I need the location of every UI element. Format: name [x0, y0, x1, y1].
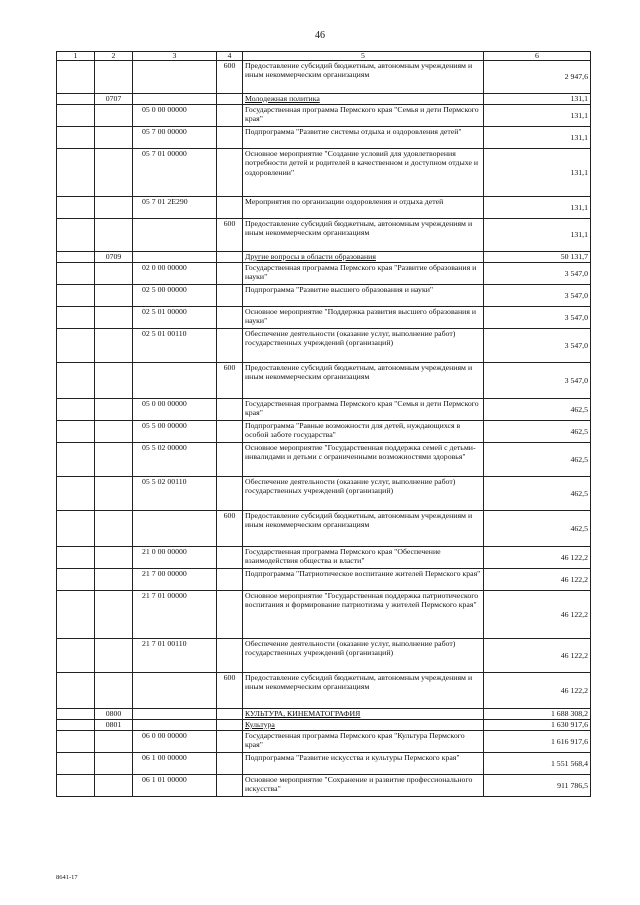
table-row — [57, 547, 591, 569]
amount-cell: 46 122,2 — [484, 639, 591, 673]
target-article-cell: 06 1 00 00000 — [133, 753, 217, 775]
section-cell — [57, 263, 95, 285]
amount-cell: 131,1 — [484, 105, 591, 127]
table-row — [57, 753, 591, 775]
section-cell — [57, 363, 95, 399]
subsection-code-cell — [95, 399, 133, 421]
amount-cell: 911 786,5 — [484, 775, 591, 797]
subsection-code-cell — [95, 547, 133, 569]
section-cell — [57, 94, 95, 105]
section-cell — [57, 477, 95, 511]
amount-cell: 131,1 — [484, 197, 591, 219]
target-article-cell — [133, 673, 217, 709]
amount-cell: 46 122,2 — [484, 547, 591, 569]
section-cell — [57, 731, 95, 753]
amount-cell: 2 947,6 — [484, 61, 591, 94]
expense-type-cell — [217, 149, 243, 197]
description-cell: Основное мероприятие "Государственная поддержка патриотического воспитания и формирование патриотизма у жителей Пермского края" — [243, 591, 484, 639]
amount-cell: 131,1 — [484, 94, 591, 105]
expense-type-cell — [217, 94, 243, 105]
table-row — [57, 399, 591, 421]
section-cell — [57, 443, 95, 477]
expense-type-cell — [217, 263, 243, 285]
header-cell: 1 — [57, 52, 95, 61]
description-cell: Культура — [243, 720, 484, 731]
header-cell: 5 — [243, 52, 484, 61]
budget-table — [56, 51, 591, 797]
description-cell: Подпрограмма "Развитие искусства и культуры Пермского края" — [243, 753, 484, 775]
subsection-code-cell — [95, 197, 133, 219]
subsection-code-cell — [95, 673, 133, 709]
description-cell: Предоставление субсидий бюджетным, автономным учреждениям и иным некоммерческим организациям — [243, 511, 484, 547]
subsection-code-cell — [95, 443, 133, 477]
description-cell: Государственная программа Пермского края "Обеспечение взаимодействия общества и власти" — [243, 547, 484, 569]
subsection-code-cell — [95, 569, 133, 591]
expense-type-cell — [217, 105, 243, 127]
section-cell — [57, 61, 95, 94]
expense-type-cell — [217, 329, 243, 363]
subsection-code-cell — [95, 363, 133, 399]
target-article-cell — [133, 219, 217, 252]
table-row — [57, 329, 591, 363]
description-cell: Молодежная политика — [243, 94, 484, 105]
description-cell: Подпрограмма "Развитие системы отдыха и оздоровления детей" — [243, 127, 484, 149]
subsection-code-cell — [95, 511, 133, 547]
description-cell: Предоставление субсидий бюджетным, автономным учреждениям и иным некоммерческим организациям — [243, 363, 484, 399]
subsection-code-cell: 0709 — [95, 252, 133, 263]
expense-type-cell — [217, 127, 243, 149]
subsection-code-cell: 0800 — [95, 709, 133, 720]
expense-type-cell — [217, 421, 243, 443]
subsection-code-cell — [95, 307, 133, 329]
target-article-cell: 02 5 01 00110 — [133, 329, 217, 363]
target-article-cell — [133, 709, 217, 720]
expense-type-cell — [217, 547, 243, 569]
amount-cell: 1 551 568,4 — [484, 753, 591, 775]
subsection-code-cell — [95, 105, 133, 127]
subsection-code-cell — [95, 127, 133, 149]
amount-cell: 3 547,0 — [484, 263, 591, 285]
amount-cell: 462,5 — [484, 443, 591, 477]
amount-cell: 131,1 — [484, 127, 591, 149]
amount-cell: 1 630 917,6 — [484, 720, 591, 731]
subsection-code-cell — [95, 329, 133, 363]
description-cell: Государственная программа Пермского края "Развитие образования и науки" — [243, 263, 484, 285]
expense-type-cell — [217, 443, 243, 477]
amount-cell: 462,5 — [484, 477, 591, 511]
subsection-code-cell: 0801 — [95, 720, 133, 731]
section-cell — [57, 219, 95, 252]
table-row — [57, 252, 591, 263]
table-row — [57, 61, 591, 94]
target-article-cell: 05 0 00 00000 — [133, 399, 217, 421]
section-cell — [57, 149, 95, 197]
target-article-cell: 21 7 00 00000 — [133, 569, 217, 591]
expense-type-cell — [217, 753, 243, 775]
expense-type-cell — [217, 477, 243, 511]
section-cell — [57, 252, 95, 263]
target-article-cell: 02 5 01 00000 — [133, 307, 217, 329]
table-row — [57, 569, 591, 591]
table-row — [57, 720, 591, 731]
subsection-code-cell — [95, 477, 133, 511]
amount-cell: 1 688 308,2 — [484, 709, 591, 720]
table-row — [57, 591, 591, 639]
expense-type-cell — [217, 720, 243, 731]
section-cell — [57, 421, 95, 443]
section-cell — [57, 307, 95, 329]
description-cell: Основное мероприятие "Сохранение и развитие профессионального искусства" — [243, 775, 484, 797]
section-cell — [57, 329, 95, 363]
expense-type-cell — [217, 591, 243, 639]
target-article-cell: 21 7 01 00110 — [133, 639, 217, 673]
expense-type-cell — [217, 252, 243, 263]
target-article-cell — [133, 720, 217, 731]
target-article-cell: 05 5 00 00000 — [133, 421, 217, 443]
header-cell: 6 — [484, 52, 591, 61]
subsection-code-cell — [95, 421, 133, 443]
table-row — [57, 709, 591, 720]
table-row — [57, 94, 591, 105]
amount-cell: 46 122,2 — [484, 673, 591, 709]
section-cell — [57, 753, 95, 775]
expense-type-cell — [217, 399, 243, 421]
description-cell: Основное мероприятие "Создание условий для удовлетворения потребности детей и родителей в качественном и доступном отдыхе и оздоровлении" — [243, 149, 484, 197]
description-cell: Подпрограмма "Развитие высшего образования и науки" — [243, 285, 484, 307]
description-cell: Предоставление субсидий бюджетным, автономным учреждениям и иным некоммерческим организациям — [243, 219, 484, 252]
target-article-cell — [133, 252, 217, 263]
section-cell — [57, 105, 95, 127]
target-article-cell: 05 7 01 00000 — [133, 149, 217, 197]
header-cell: 4 — [217, 52, 243, 61]
subsection-code-cell — [95, 775, 133, 797]
expense-type-cell — [217, 639, 243, 673]
section-cell — [57, 127, 95, 149]
expense-type-cell — [217, 709, 243, 720]
expense-type-cell — [217, 569, 243, 591]
header-cell: 3 — [133, 52, 217, 61]
table-row — [57, 197, 591, 219]
expense-type-cell: 600 — [217, 219, 243, 252]
amount-cell: 462,5 — [484, 511, 591, 547]
description-cell: Предоставление субсидий бюджетным, автономным учреждениям и иным некоммерческим организациям — [243, 673, 484, 709]
target-article-cell: 05 5 02 00000 — [133, 443, 217, 477]
section-cell — [57, 775, 95, 797]
section-cell — [57, 511, 95, 547]
expense-type-cell — [217, 731, 243, 753]
description-cell: Подпрограмма "Патриотическое воспитание жителей Пермского края" — [243, 569, 484, 591]
table-row — [57, 673, 591, 709]
section-cell — [57, 399, 95, 421]
expense-type-cell: 600 — [217, 363, 243, 399]
expense-type-cell — [217, 285, 243, 307]
target-article-cell: 06 1 01 00000 — [133, 775, 217, 797]
amount-cell: 462,5 — [484, 421, 591, 443]
table-row — [57, 443, 591, 477]
table-row — [57, 511, 591, 547]
table-row — [57, 421, 591, 443]
table-row — [57, 363, 591, 399]
target-article-cell: 02 0 00 00000 — [133, 263, 217, 285]
table-row — [57, 477, 591, 511]
description-cell: КУЛЬТУРА, КИНЕМАТОГРАФИЯ — [243, 709, 484, 720]
header-cell: 2 — [95, 52, 133, 61]
target-article-cell: 05 7 00 00000 — [133, 127, 217, 149]
section-cell — [57, 285, 95, 307]
subsection-code-cell — [95, 285, 133, 307]
subsection-code-cell — [95, 591, 133, 639]
amount-cell: 3 547,0 — [484, 285, 591, 307]
target-article-cell — [133, 61, 217, 94]
table-row — [57, 639, 591, 673]
section-cell — [57, 639, 95, 673]
subsection-code-cell: 0707 — [95, 94, 133, 105]
amount-cell: 46 122,2 — [484, 591, 591, 639]
description-cell: Другие вопросы в области образования — [243, 252, 484, 263]
subsection-code-cell — [95, 263, 133, 285]
description-cell: Обеспечение деятельности (оказание услуг, выполнение работ) государственных учреждений (организаций) — [243, 639, 484, 673]
description-cell: Предоставление субсидий бюджетным, автономным учреждениям и иным некоммерческим организациям — [243, 61, 484, 94]
amount-cell: 3 547,0 — [484, 363, 591, 399]
target-article-cell — [133, 511, 217, 547]
description-cell: Мероприятия по организации оздоровления и отдыха детей — [243, 197, 484, 219]
section-cell — [57, 709, 95, 720]
expense-type-cell — [217, 775, 243, 797]
document-code: 8641-17 — [56, 874, 78, 881]
target-article-cell — [133, 363, 217, 399]
section-cell — [57, 569, 95, 591]
target-article-cell: 05 7 01 2Е290 — [133, 197, 217, 219]
header-row — [57, 52, 591, 61]
table-row — [57, 731, 591, 753]
target-article-cell: 21 0 00 00000 — [133, 547, 217, 569]
target-article-cell: 06 0 00 00000 — [133, 731, 217, 753]
amount-cell: 46 122,2 — [484, 569, 591, 591]
expense-type-cell: 600 — [217, 511, 243, 547]
section-cell — [57, 547, 95, 569]
amount-cell: 3 547,0 — [484, 307, 591, 329]
table-row — [57, 219, 591, 252]
amount-cell: 3 547,0 — [484, 329, 591, 363]
description-cell: Подпрограмма "Равные возможности для детей, нуждающихся в особой заботе государства" — [243, 421, 484, 443]
description-cell: Основное мероприятие "Поддержка развития высшего образования и науки" — [243, 307, 484, 329]
table-row — [57, 127, 591, 149]
subsection-code-cell — [95, 753, 133, 775]
description-cell: Обеспечение деятельности (оказание услуг, выполнение работ) государственных учреждений (организаций) — [243, 329, 484, 363]
amount-cell: 131,1 — [484, 149, 591, 197]
subsection-code-cell — [95, 219, 133, 252]
description-cell: Государственная программа Пермского края "Семья и дети Пермского края" — [243, 105, 484, 127]
description-cell: Государственная программа Пермского края "Семья и дети Пермского края" — [243, 399, 484, 421]
subsection-code-cell — [95, 639, 133, 673]
subsection-code-cell — [95, 61, 133, 94]
target-article-cell: 21 7 01 00000 — [133, 591, 217, 639]
amount-cell: 131,1 — [484, 219, 591, 252]
amount-cell: 1 616 917,6 — [484, 731, 591, 753]
table-row — [57, 775, 591, 797]
table-row — [57, 285, 591, 307]
section-cell — [57, 673, 95, 709]
expense-type-cell: 600 — [217, 673, 243, 709]
table-row — [57, 149, 591, 197]
amount-cell: 50 131,7 — [484, 252, 591, 263]
description-cell: Основное мероприятие "Государственная поддержка семей с детьми-инвалидами и детьми с ограниченными возможностями здоровья" — [243, 443, 484, 477]
target-article-cell: 02 5 00 00000 — [133, 285, 217, 307]
table-row — [57, 263, 591, 285]
description-cell: Обеспечение деятельности (оказание услуг, выполнение работ) государственных учреждений (организаций) — [243, 477, 484, 511]
target-article-cell: 05 0 00 00000 — [133, 105, 217, 127]
amount-cell: 462,5 — [484, 399, 591, 421]
table-row — [57, 307, 591, 329]
section-cell — [57, 591, 95, 639]
description-cell: Государственная программа Пермского края "Культура Пермского края" — [243, 731, 484, 753]
table-row — [57, 105, 591, 127]
expense-type-cell: 600 — [217, 61, 243, 94]
page-number: 46 — [315, 30, 325, 41]
expense-type-cell — [217, 307, 243, 329]
section-cell — [57, 197, 95, 219]
target-article-cell — [133, 94, 217, 105]
subsection-code-cell — [95, 731, 133, 753]
subsection-code-cell — [95, 149, 133, 197]
section-cell — [57, 720, 95, 731]
expense-type-cell — [217, 197, 243, 219]
target-article-cell: 05 5 02 00110 — [133, 477, 217, 511]
